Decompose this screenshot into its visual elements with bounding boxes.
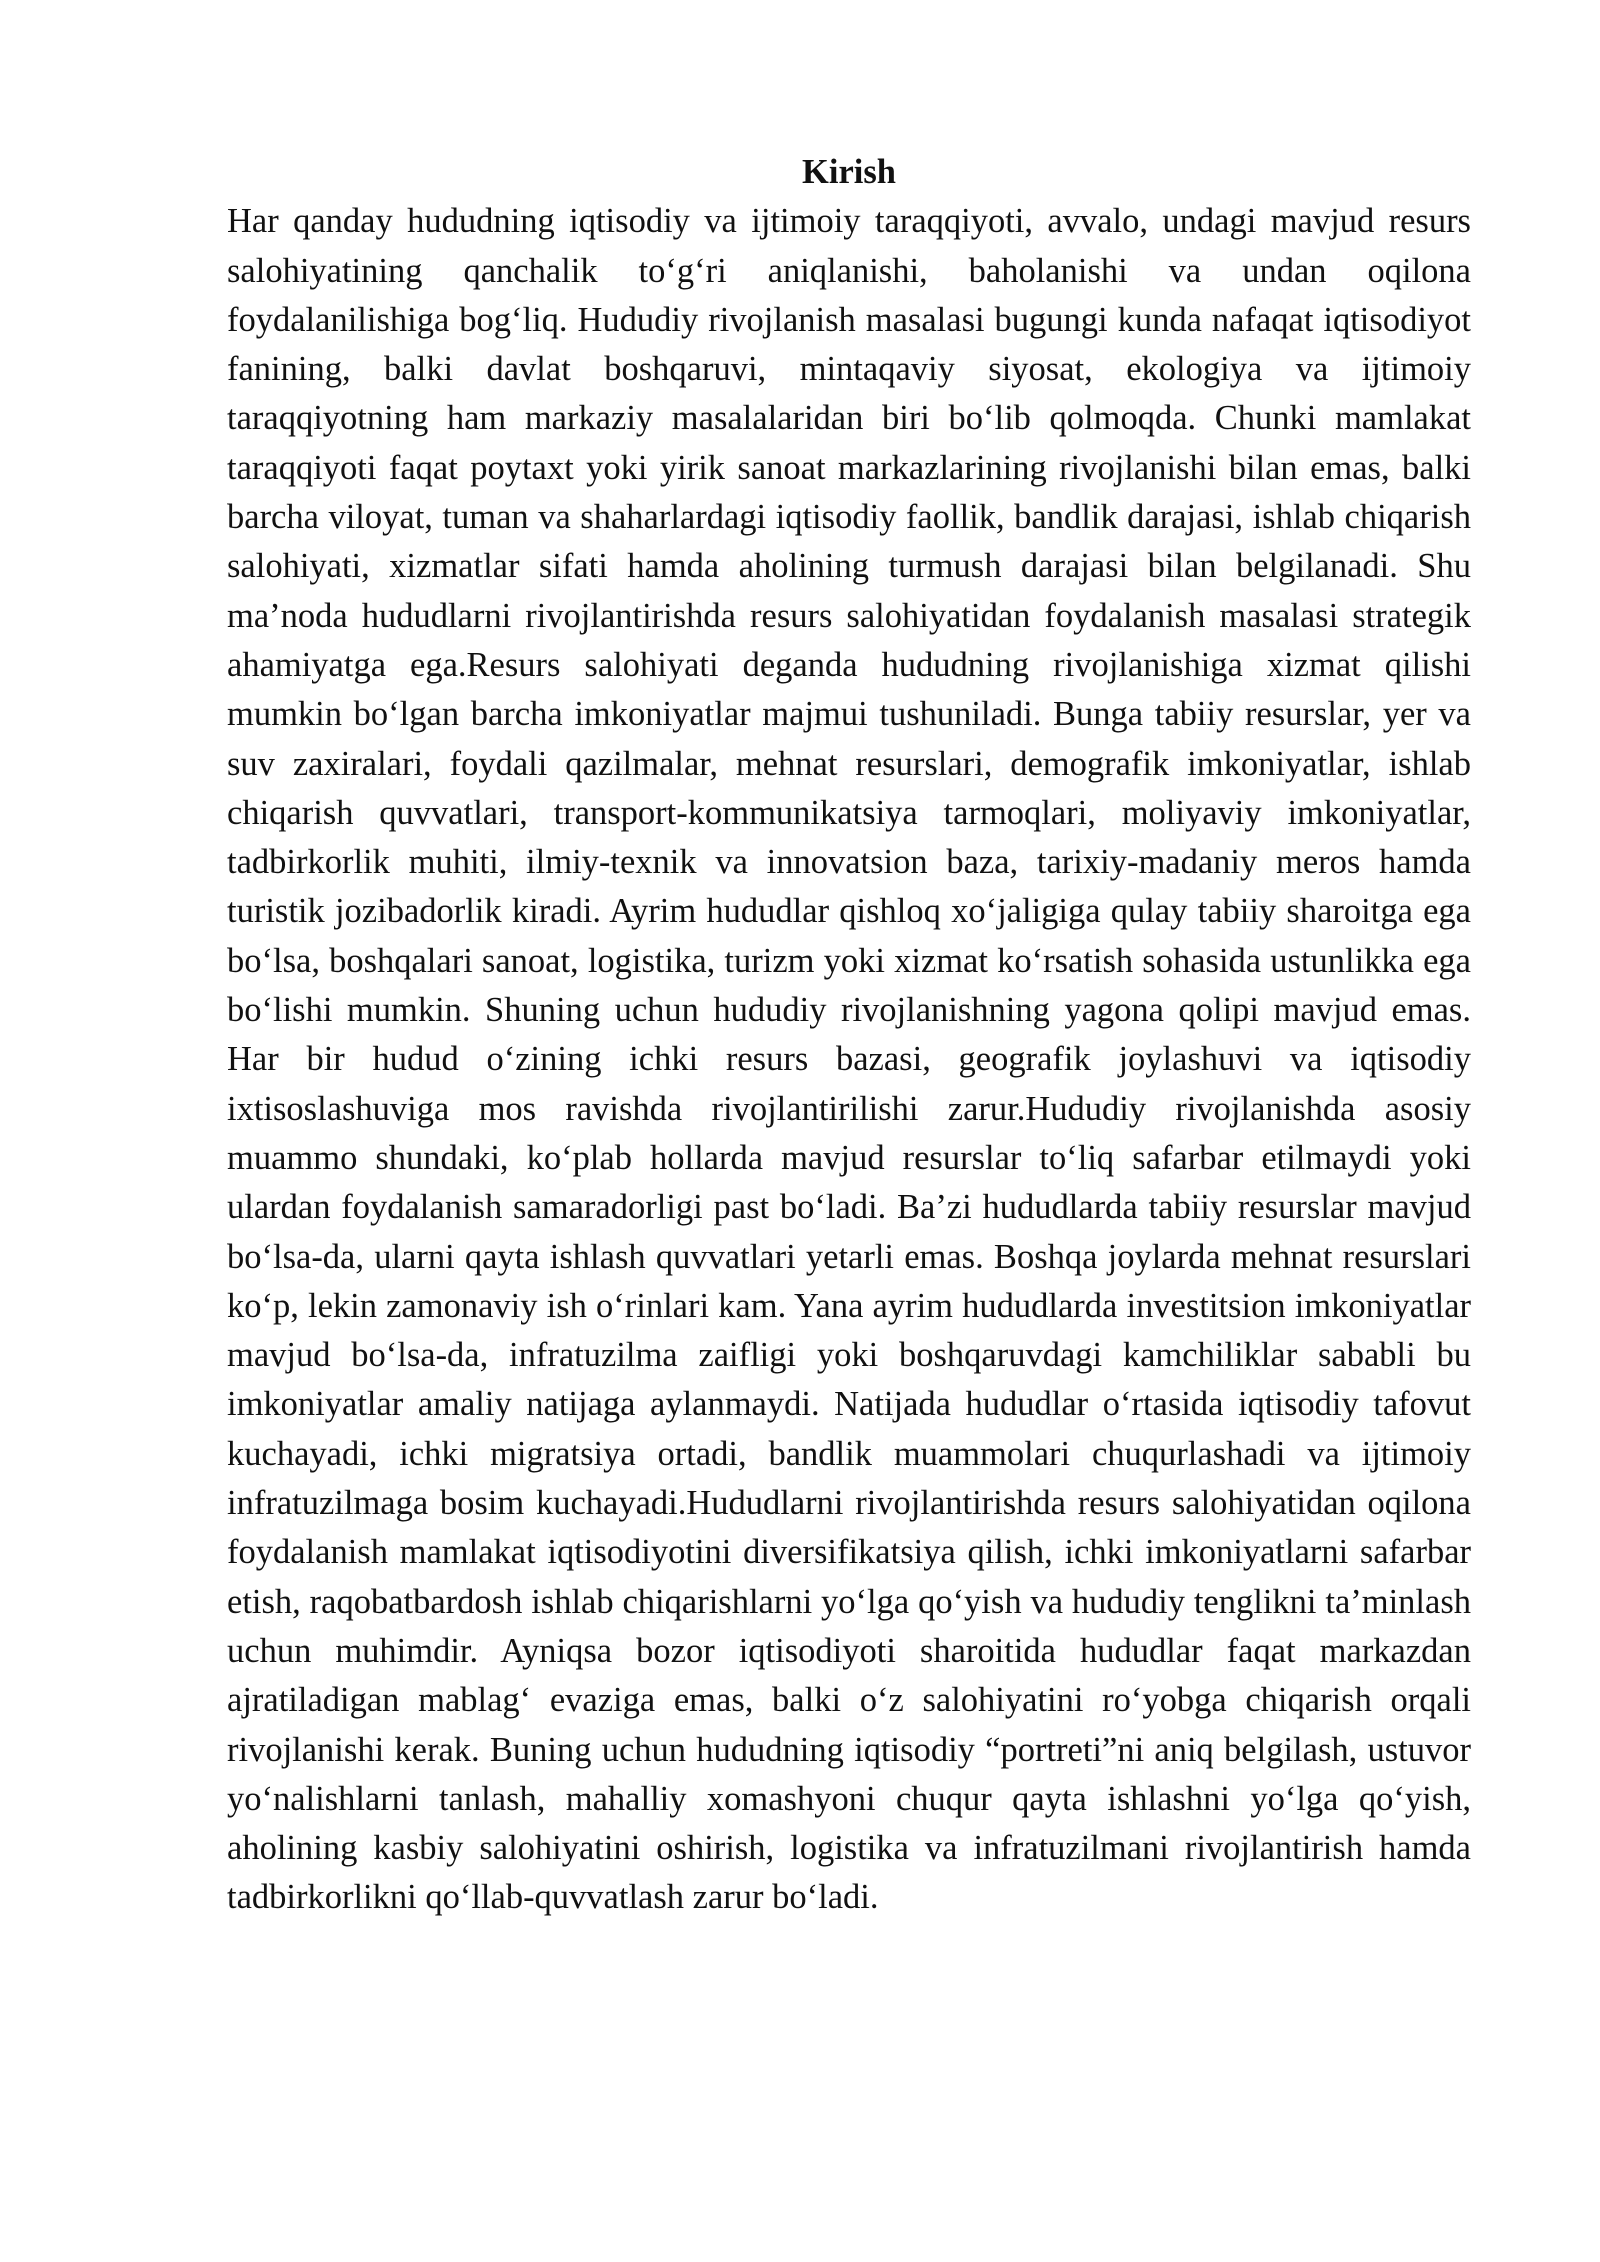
document-content [227,148,1471,1923]
document-title: Kirish [802,153,896,191]
body-paragraph: Har qanday hududning iqtisodiy va ijtimoiy taraqqiyoti, avvalo, undagi mavjud resurs salohiyatining qanchalik to‘g‘ri aniqlanishi, baholanishi va undan oqilona foydalanilishiga bog‘liq. Hududiy rivojlanish masalasi bugungi kunda nafaqat iqtisodiyot fanining, balki davlat boshqaruvi, mintaqaviy siyosat, ekologiya va ijtimoiy taraqqiyotning ham markaziy masalalaridan biri bo‘lib qolmoqda. Chunki mamlakat taraqqiyoti faqat poytaxt yoki yirik sanoat markazlarining rivojlanishi bilan emas, balki barcha viloyat, tuman va shaharlardagi iqtisodiy faollik, bandlik darajasi, ishlab chiqarish salohiyati, xizmatlar sifati hamda aholining turmush darajasi bilan belgilanadi. Shu ma’noda hududlarni rivojlantirishda resurs salohiyatidan foydalanish masalasi strategik ahamiyatga ega.Resurs salohiyati deganda hududning rivojlanishiga xizmat qilishi mumkin bo‘lgan barcha imkoniyatlar majmui tushuniladi. Bunga tabiiy resurslar, yer va suv zaxiralari, foydali qazilmalar, mehnat resurslari, demografik imkoniyatlar, ishlab chiqarish quvvatlari, transport-kommunikatsiya tarmoqlari, moliyaviy imkoniyatlar, tadbirkorlik muhiti, ilmiy-texnik va innovatsion baza, tarixiy-madaniy meros hamda turistik jozibadorlik kiradi. Ayrim hududlar qishloq xo‘jaligiga qulay tabiiy sharoitga ega bo‘lsa, boshqalari sanoat, logistika, turizm yoki xizmat ko‘rsatish sohasida ustunlikka ega bo‘lishi mumkin. Shuning uchun hududiy rivojlanishning yagona qolipi mavjud emas. Har bir hudud o‘zining ichki resurs bazasi, geografik joylashuvi va iqtisodiy ixtisoslashuviga mos ravishda rivojlantirilishi zarur.Hududiy rivojlanishda asosiy muammo shundaki, ko‘plab hollarda mavjud resurslar to‘liq safarbar etilmaydi yoki ulardan foydalanish samaradorligi past bo‘ladi. Ba’zi hududlarda tabiiy resurslar mavjud bo‘lsa-da, ularni qayta ishlash quvvatlari yetarli emas. Boshqa joylarda mehnat resurslari ko‘p, lekin zamonaviy ish o‘rinlari kam. Yana ayrim hududlarda investitsion imkoniyatlar mavjud bo‘lsa-da, infratuzilma zaifligi yoki boshqaruvdagi kamchiliklar sababli bu imkoniyatlar amaliy natijaga aylanmaydi. Natijada hududlar o‘rtasida iqtisodiy tafovut kuchayadi, ichki migratsiya ortadi, bandlik muammolari chuqurlashadi va ijtimoiy infratuzilmaga bosim kuchayadi.Hududlarni rivojlantirishda resurs salohiyatidan oqilona foydalanish mamlakat iqtisodiyotini diversifikatsiya qilish, ichki imkoniyatlarni safarbar etish, raqobatbardosh ishlab chiqarishlarni yo‘lga qo‘yish va hududiy tenglikni ta’minlash uchun muhimdir. Ayniqsa bozor iqtisodiyoti sharoitida hududlar faqat markazdan ajratiladigan mablag‘ evaziga emas, balki o‘z salohiyatini ro‘yobga chiqarish orqali rivojlanishi kerak. Buning uchun hududning iqtisodiy “portreti”ni aniq belgilash, ustuvor yo‘nalishlarni tanlash, mahalliy xomashyoni chuqur qayta ishlashni yo‘lga qo‘yish, aholining kasbiy salohiyatini oshirish, logistika va infratuzilmani rivojlantirish hamda tadbirkorlikni qo‘llab-quvvatlash zarur bo‘ladi. [227,202,1471,1917]
